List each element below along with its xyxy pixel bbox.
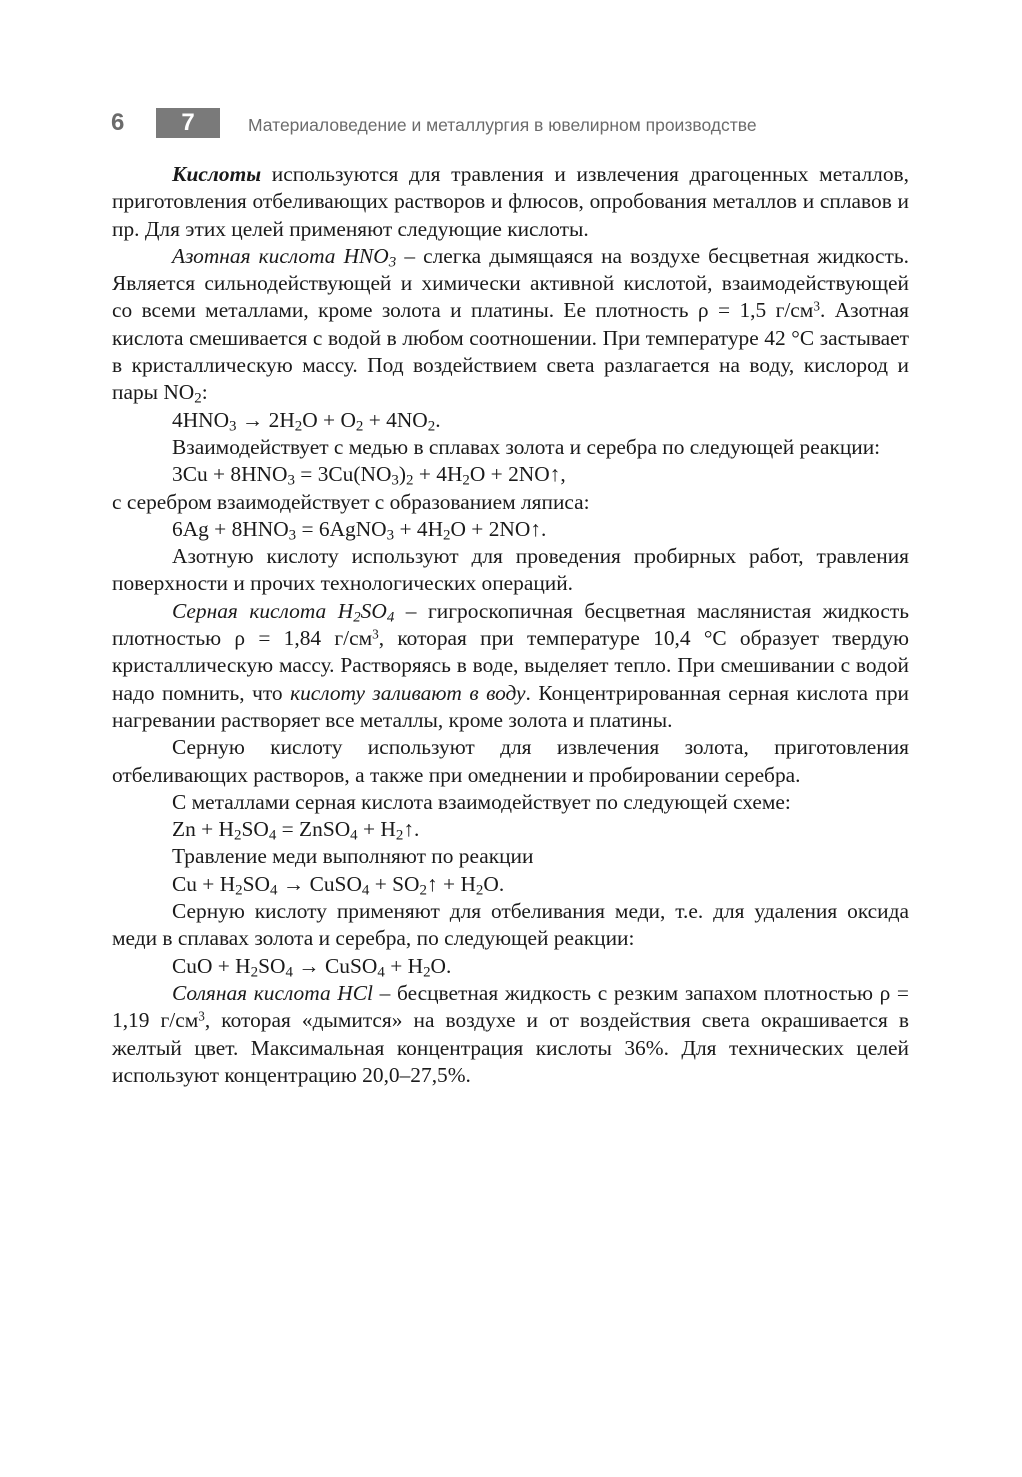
paragraph-text: , которая при температуре 10,4 °C образует твердую кристаллическую массу. Растворяясь в воде, выделяет тепло. При смешивании с водой надо помнить, что <box>112 626 909 705</box>
equation-1: $4HNO_3 \to 2H_2O + O_2 + 4NO_2$. <box>172 407 441 435</box>
running-title: Материаловедение и металлургия в ювелирном производстве <box>248 115 757 135</box>
paragraph-text: – слегка дымящаяся на воздухе бесцветная жидкость. Является сильнодействующей и химически активной кислотой, взаимодействующей со всеми металлами, кроме золота и платины. Ее плотность ρ = 1,5 г/см <box>112 243 910 323</box>
paragraph-text: : <box>201 380 208 405</box>
term-sulfuric-acid <box>172 598 395 626</box>
paragraph-acids-intro <box>112 161 909 243</box>
term-text: Азотная кислота HNO <box>172 243 389 268</box>
superscript: 3 <box>198 1008 205 1024</box>
subscript: 3 <box>388 254 397 271</box>
subscript: 4 <box>386 609 395 626</box>
term-acids: Кислоты <box>172 162 262 186</box>
chapter-number-badge: 7 <box>156 108 220 138</box>
term-text: Серная кислота H <box>172 598 354 623</box>
paragraph-sulfuric-metals: С металлами серная кислота взаимодействует по следующей схеме: <box>172 789 791 814</box>
paragraph-sulfuric-usage: Серную кислоту используют для извлечения золота, приготовления отбеливающих растворов, а также при омеднении и пробировании серебра. <box>112 735 909 787</box>
emphasis: кислоту заливают в воду <box>290 680 526 705</box>
term-nitric-acid <box>172 243 397 271</box>
paragraph-text: . Концентрированная серная кислота при нагревании растворяет все металлы, кроме золота и платины. <box>112 680 910 732</box>
paragraph-text: – бесцветная жидкость с резким запахом плотностью ρ = 1,19 г/см <box>112 980 909 1033</box>
paragraph-copper-bleaching: Серную кислоту применяют для отбеливания меди, т.е. для удаления оксида меди в сплавах золота и серебра, по следующей реакции: <box>112 899 909 951</box>
subscript: 2 <box>194 391 202 408</box>
paragraph-copper-reaction: Взаимодействует с медью в сплавах золота и серебра по следующей реакции: <box>172 434 881 459</box>
superscript: 3 <box>813 298 820 314</box>
superscript: 3 <box>372 626 379 642</box>
paragraph-copper-etching: Травление меди выполняют по реакции <box>172 844 534 869</box>
equation-5: $Cu + H_2SO_4$ → CuSO$_4$ + $SO_2↑ + H_2O$. <box>172 871 505 899</box>
subscript: 2 <box>353 609 361 626</box>
equation-6: CuO + $H_2SO_4$ → CuSO$_4$ + $H_2O$. <box>172 953 452 981</box>
paragraph-nitric-acid <box>112 243 909 407</box>
equation-3: $6Ag + 8HNO_3$ = 6AgNO$_3$ + $4H_2O$ + 2NO↑. <box>172 516 547 544</box>
page-number: 6 <box>111 109 125 136</box>
paragraph-text: , которая «дымится» на воздухе и от воздействия света окрашивается в желтый цвет. Максимальная концентрация кислоты 36%. Для технических целей используют концентрацию 20,0–27,5%. <box>112 1008 909 1087</box>
paragraph-text: . Азотная кислота смешивается с водой в любом соотношении. При температуре 42 °C застывает в кристаллическую массу. Под воздействием света разлагается на воду, кислород и пары NO <box>112 298 910 405</box>
paragraph-silver-reaction: с серебром взаимодействует с образованием ляписа: <box>112 489 590 514</box>
paragraph-hydrochloric-acid <box>112 980 909 1089</box>
equation-4: $Zn + H_2SO_4$ = ZnSO$_4$ + $H_2↑$. <box>172 817 420 844</box>
page-body <box>112 161 909 1089</box>
paragraph-sulfuric-acid <box>112 598 909 734</box>
paragraph-text: используются для травления и извлечения драгоценных металлов, приготовления отбеливающих растворов и флюсов, опробования металлов и сплавов и пр. Для этих целей применяют следующие кислоты. <box>112 162 909 241</box>
paragraph-nitric-usage: Азотную кислоту используют для проведения пробирных работ, травления поверхности и прочих технологических операций. <box>112 544 909 596</box>
term-hydrochloric-acid: Соляная кислота HCl <box>172 980 373 1005</box>
term-text: SO <box>360 598 387 623</box>
page-header <box>0 108 1022 138</box>
paragraph-text: – гигроскопичная бесцветная маслянистая жидкость плотностью ρ = 1,84 г/см <box>112 598 909 651</box>
equation-2: $3Cu + 8HNO_3 = 3Cu(NO_3)_2 + 4H_2O$ + 2NO↑, <box>172 462 566 489</box>
